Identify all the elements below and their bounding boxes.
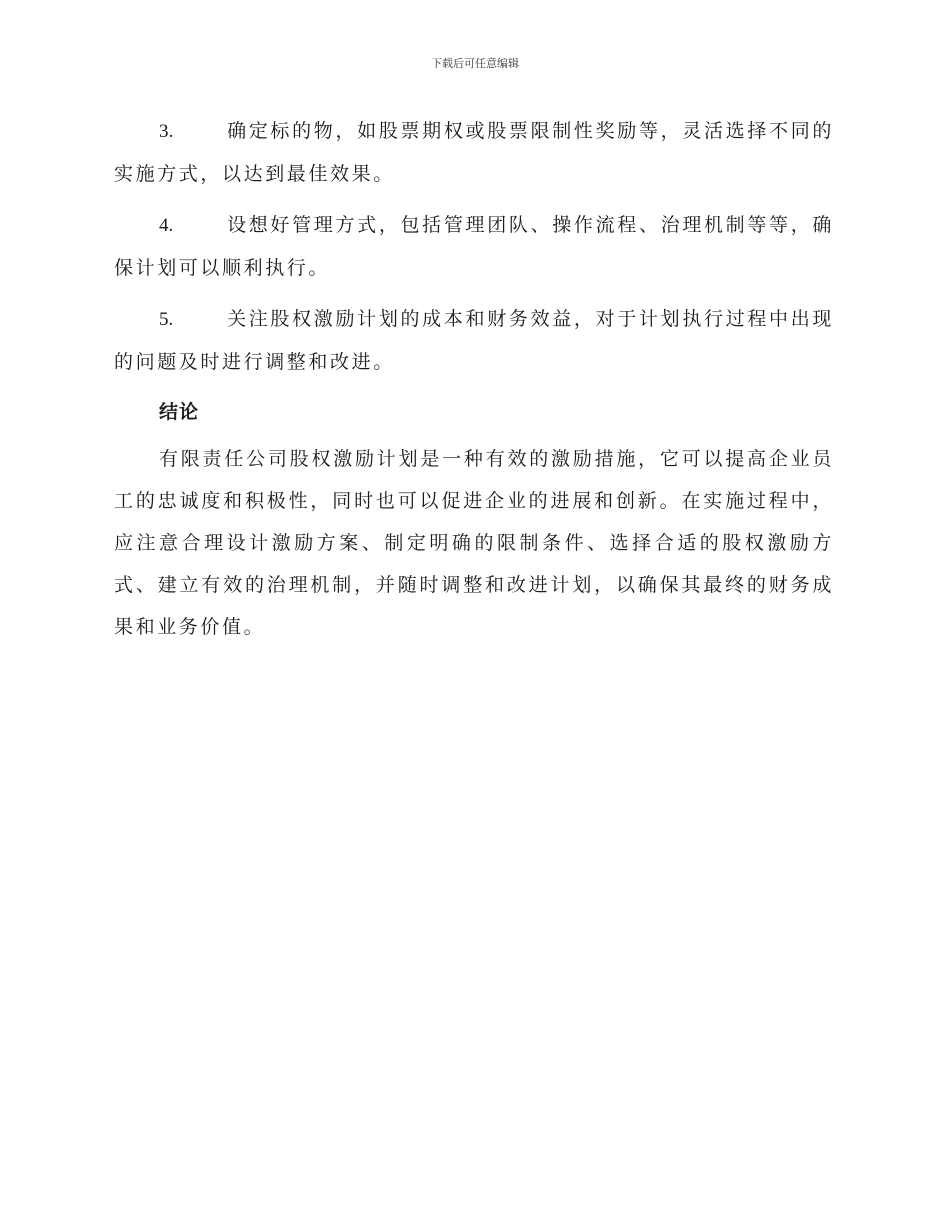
list-item-number: 4. [159,215,174,236]
list-item [114,204,834,289]
list-item-text: 设想好管理方式，包括管理团队、操作流程、治理机制等等，确保计划可以顺利执行。 [114,214,834,279]
list-item [114,110,834,195]
list-item-number: 3. [159,121,174,142]
list-item-text: 关注股权激励计划的成本和财务效益，对于计划执行过程中出现的问题及时进行调整和改进。 [114,308,834,373]
conclusion-paragraph: 有限责任公司股权激励计划是一种有效的激励措施，它可以提高企业员工的忠诚度和积极性，同时也可以促进企业的进展和创新。在实施过程中，应注意合理设计激励方案、制定明确的限制条件、选择合适的股权激励方式、建立有效的治理机制，并随时调整和改进计划，以确保其最终的财务成果和业务价值。 [114,448,834,638]
section-heading-conclusion: 结论 [159,401,200,423]
list-item-number: 5. [159,309,174,330]
document-body [114,110,834,648]
list-item-text: 确定标的物，如股票期权或股票限制性奖励等，灵活选择不同的实施方式，以达到最佳效果。 [114,120,834,185]
page-header: 下载后可任意编辑 [431,57,519,70]
list-item [114,298,834,383]
